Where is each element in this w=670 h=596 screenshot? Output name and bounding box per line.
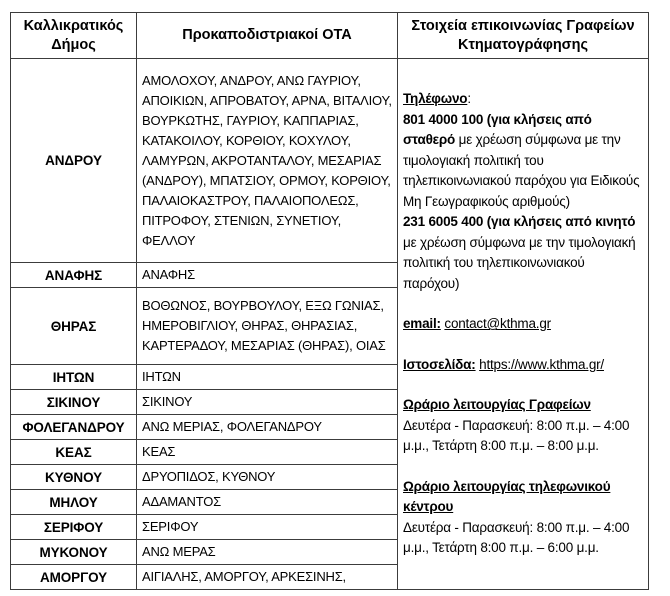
municipality-cell: ΜΥΚΟΝΟΥ [11,540,137,565]
municipality-cell: ΙΗΤΩΝ [11,365,137,390]
municipality-cell: ΘΗΡΑΣ [11,288,137,365]
ota-cell: ΙΗΤΩΝ [137,365,398,390]
ota-cell: ΣΕΡΙΦΟΥ [137,515,398,540]
municipality-cell: ΚΕΑΣ [11,440,137,465]
office-hours-value: Δευτέρα - Παρασκευή: 8:00 π.μ. – 4:00 μ.μ., Τετάρτη 8:00 π.μ. – 8:00 μ.μ. [403,417,630,454]
ota-cell: ΑΔΑΜΑΝΤΟΣ [137,490,398,515]
municipality-cell: ΑΜΟΡΓΟΥ [11,565,137,590]
paragraph-spacer [403,375,643,395]
table-row [11,59,649,263]
website-link[interactable]: https://www.kthma.gr/ [479,356,604,372]
header-row [11,13,649,59]
ota-cell: ΑΜΟΛΟΧΟΥ, ΑΝΔΡΟΥ, ΑΝΩ ΓΑΥΡΙΟΥ, ΑΠΟΙΚΙΩΝ, ΑΠΡΟΒΑΤΟΥ, ΑΡΝΑ, ΒΙΤΑΛΙΟΥ, ΒΟΥΡΚΩΤΗΣ, ΓΑΥΡΙΟΥ, ΚΑΠΠΑΡΙΑΣ, ΚΑΤΑΚΟΙΛΟΥ, ΚΟΡΘΙΟΥ, ΚΟΧΥΛΟΥ, ΛΑΜΥΡΩΝ, ΑΚΡΟΤΑΝΤΑΛΟΥ, ΜΕΣΑΡΙΑΣ (ΑΝΔΡΟΥ), ΜΠΑΤΣΙΟΥ, ΟΡΜΟΥ, ΚΟΡΘΙΟΥ, ΠΑΛΑΙΟΚΑΣΤΡΟΥ, ΠΑΛΑΙΟΠΟΛΕΩΣ, ΠΙΤΡΟΦΟΥ, ΣΤΕΝΙΩΝ, ΣΥΝΕΤΙΟΥ, ΦΕΛΛΟΥ [137,59,398,263]
paragraph-spacer [403,457,643,477]
ota-cell: ΑΙΓΙΑΛΗΣ, ΑΜΟΡΓΟΥ, ΑΡΚΕΣΙΝΗΣ, [137,565,398,590]
paragraph-spacer [403,294,643,314]
ota-cell: ΑΝΑΦΗΣ [137,263,398,288]
contact-paragraph [403,416,643,457]
paragraph-spacer [403,335,643,355]
ota-cell: ΒΟΘΩΝΟΣ, ΒΟΥΡΒΟΥΛΟΥ, ΕΞΩ ΓΩΝΙΑΣ, ΗΜΕΡΟΒΙΓΛΙΟΥ, ΘΗΡΑΣ, ΘΗΡΑΣΙΑΣ, ΚΑΡΤΕΡΑΔΟΥ, ΜΕΣΑΡΙΑΣ (ΘΗΡΑΣ), ΟΙΑΣ [137,288,398,365]
municipality-cell: ΑΝΑΦΗΣ [11,263,137,288]
mobile-number: 231 6005 400 (για κλήσεις από κινητό [403,214,636,230]
municipality-cell: ΑΝΔΡΟΥ [11,59,137,263]
ota-cell: ΔΡΥΟΠΙΔΟΣ, ΚΥΘΝΟΥ [137,465,398,490]
phone-label: Τηλέφωνο [403,91,468,107]
email-link[interactable]: contact@kthma.gr [444,316,551,332]
callcenter-hours-heading: Ωράριο λειτουργίας τηλεφωνικού κέντρου [403,478,611,515]
office-hours-heading: Ωράριο λειτουργίας Γραφείων [403,397,591,413]
ota-cell: ΑΝΩ ΜΕΡΑΣ [137,540,398,565]
header-contact-info: Στοιχεία επικοινωνίας Γραφείων Κτηματογράφησης [398,13,649,59]
contact-text: με χρέωση σύμφωνα με την τιμολογιακή πολιτική του τηλεπικοινωνιακού παρόχου) [403,234,636,291]
municipality-cell: ΣΕΡΙΦΟΥ [11,515,137,540]
municipality-cell: ΚΥΘΝΟΥ [11,465,137,490]
municipality-cell: ΜΗΛΟΥ [11,490,137,515]
contact-paragraph [403,212,643,294]
contact-paragraph [403,110,643,213]
contact-paragraph [403,314,643,335]
contact-paragraph [403,518,643,559]
municipality-cell: ΦΟΛΕΓΑΝΔΡΟΥ [11,415,137,440]
contact-paragraph [403,477,643,518]
callcenter-hours-value: Δευτέρα - Παρασκευή: 8:00 π.μ. – 4:00 μ.μ., Τετάρτη 8:00 π.μ. – 6:00 μ.μ. [403,519,630,556]
ota-cell: ΣΙΚΙΝΟΥ [137,390,398,415]
contact-text: : [467,91,471,107]
cadastral-contact-table [10,12,649,590]
contact-paragraph [403,89,643,110]
landline-number: 801 4000 100 (για κλήσεις από σταθερό [403,111,592,148]
contact-info-cell [398,59,649,590]
contact-text: με χρέωση σύμφωνα με την τιμολογιακή πολιτική του τηλεπικοινωνιακού παρόχου για Ειδικούς Μη Γεωγραφικούς αριθμούς) [403,132,640,209]
header-municipality: Καλλικρατικός Δήμος [11,13,137,59]
ota-cell: ΚΕΑΣ [137,440,398,465]
contact-paragraph [403,395,643,416]
contact-paragraph [403,355,643,376]
header-ota: Προκαποδιστριακοί ΟΤΑ [137,13,398,59]
email-label: email: [403,316,441,332]
website-label: Ιστοσελίδα: [403,356,476,372]
municipality-cell: ΣΙΚΙΝΟΥ [11,390,137,415]
ota-cell: ΑΝΩ ΜΕΡΙΑΣ, ΦΟΛΕΓΑΝΔΡΟΥ [137,415,398,440]
